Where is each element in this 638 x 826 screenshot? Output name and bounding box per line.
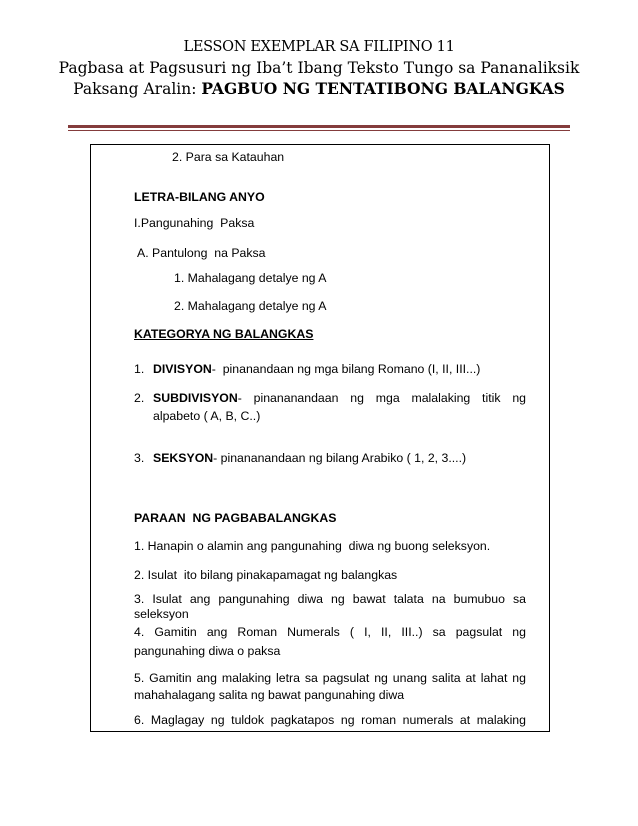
header-topic-line — [0, 79, 638, 99]
header-title: LESSON EXEMPLAR SA FILIPINO 11 — [183, 39, 455, 55]
list-item-text: - pinananandaan ng bilang Arabiko ( 1, 2, 3....) — [213, 451, 467, 465]
section-heading-letra-bilang: LETRA-BILANG ANYO — [134, 190, 265, 204]
list-item-number: 2. — [134, 391, 145, 405]
step-line: pangunahing diwa o paksa — [134, 644, 281, 658]
step-line: 4. Gamitin ang Roman Numerals ( I, II, III..) sa pagsulat ng — [134, 625, 526, 639]
outline-detail: 2. Mahalagang detalye ng A — [174, 299, 327, 313]
step-line: 6. Maglagay ng tuldok pagkatapos ng roman numerals at malaking — [134, 713, 526, 727]
step-line: 5. Gamitin ang malaking letra sa pagsulat ng unang salita at lahat ng — [134, 671, 526, 685]
outline-sub-topic: A. Pantulong na Paksa — [137, 246, 266, 260]
list-item — [153, 391, 526, 405]
list-item-text: - pinananandaan ng mga malalaking titik ng — [237, 391, 526, 405]
step-line: 2. Isulat ito bilang pinakapamagat ng balangkas — [134, 568, 398, 582]
list-item-number: 3. — [134, 451, 145, 465]
step-line: 3. Isulat ang pangunahing diwa ng bawat talata na bumubuo sa — [134, 592, 526, 606]
topic-label: Paksang Aralin: — [73, 80, 202, 98]
list-item-number: 1. — [134, 362, 145, 376]
list-item — [153, 362, 480, 376]
header-subtitle: Pagbasa at Pagsusuri ng Iba’t Ibang Teksto Tungo sa Pananaliksik — [58, 59, 580, 77]
list-item — [153, 451, 466, 465]
step-line: mahahalagang salita ng bawat pangunahing diwa — [134, 688, 405, 702]
step-line: seleksyon — [134, 607, 189, 621]
topic-title: PAGBUO NG TENTATIBONG BALANGKAS — [201, 79, 565, 98]
continued-item: 2. Para sa Katauhan — [172, 150, 285, 164]
list-item-term: SUBDIVISYON — [153, 391, 238, 405]
section-heading-paraan: PARAAN NG PAGBABALANGKAS — [134, 511, 337, 525]
outline-detail: 1. Mahalagang detalye ng A — [174, 271, 327, 285]
list-item-continuation: alpabeto ( A, B, C..) — [153, 409, 261, 423]
header-divider — [68, 125, 570, 131]
outline-main-topic: I.Pangunahing Paksa — [134, 216, 255, 230]
list-item-term: DIVISYON — [153, 362, 212, 376]
step-line: 1. Hanapin o alamin ang pangunahing diwa ng buong seleksyon. — [134, 539, 491, 553]
list-item-term: SEKSYON — [153, 451, 214, 465]
section-heading-kategorya: KATEGORYA NG BALANGKAS — [134, 327, 314, 341]
list-item-text: - pinanandaan ng mga bilang Romano (I, II, III...) — [211, 362, 481, 376]
